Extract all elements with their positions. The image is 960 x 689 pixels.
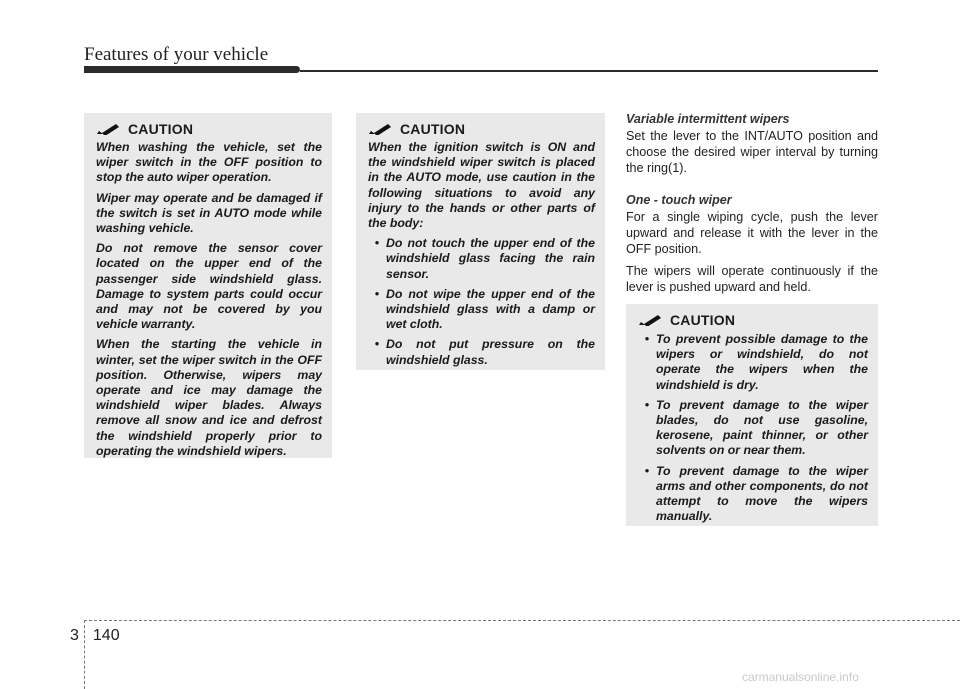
caution-paragraph: Do not remove the sensor cover located on the upper end of the passenger side windshield glass. Damage to system parts could occur and may not be covered by you vehicle warranty. (96, 241, 322, 332)
page-header-title: Features of your vehicle (84, 44, 269, 65)
caution-header (96, 121, 322, 137)
caution-bullet-list (638, 332, 868, 524)
watermark-text: carmanualsonline.info (742, 670, 859, 684)
caution-paragraph: When washing the vehicle, set the wiper switch in the OFF position to stop the auto wiper operation. (96, 140, 322, 185)
caution-bullet-item: • Do not wipe the upper end of the windshield glass with a damp or wet cloth. (368, 287, 595, 333)
chapter-number: 3 (70, 627, 79, 644)
body-text-variable-wipers (626, 128, 878, 182)
caution-box-washing (84, 113, 332, 458)
caution-icon (96, 123, 122, 135)
caution-bullet-item: • Do not put pressure on the windshield glass. (368, 337, 595, 367)
page-number (70, 627, 120, 645)
caution-box-auto-mode (356, 113, 605, 370)
body-text-one-touch (626, 209, 878, 301)
section-title-one-touch: One - touch wiper (626, 193, 732, 207)
header-rule-thick (84, 66, 300, 73)
caution-title: CAUTION (400, 121, 466, 137)
caution-bullet-item: • To prevent damage to the wiper arms and other components, do not attempt to move the wipers manually. (638, 464, 868, 525)
caution-box-prevent-damage (626, 304, 878, 526)
caution-title: CAUTION (128, 121, 194, 137)
page-number-value: 140 (92, 627, 120, 644)
body-paragraph: Set the lever to the INT/AUTO position and choose the desired wiper interval by turning the ring(1). (626, 129, 878, 175)
header-rule-thin (300, 70, 878, 72)
caution-bullet-item: • To prevent damage to the wiper blades, do not use gasoline, kerosene, paint thinner, or other solvents on or near them. (638, 398, 868, 459)
caution-header (368, 121, 595, 137)
caution-icon (638, 314, 664, 326)
footer-rule-horizontal (84, 620, 960, 621)
caution-paragraph: When the starting the vehicle in winter, set the wiper switch in the OFF position. Otherwise, wipers may operate and ice may damage the windshield wiper blades. Always remove all snow and ice and defrost the windshield properly prior to operating the windshield wipers. (96, 337, 322, 458)
body-paragraph: The wipers will operate continuously if the lever is pushed upward and held. (626, 264, 878, 294)
caution-bullet-item: • To prevent possible damage to the wipers or windshield, do not operate the wipers when the windshield is dry. (638, 332, 868, 393)
caution-bullet-item: • Do not touch the upper end of the windshield glass facing the rain sensor. (368, 236, 595, 282)
caution-paragraph: Wiper may operate and be damaged if the switch is set in AUTO mode while washing vehicle. (96, 190, 322, 236)
caution-bullet-list (368, 236, 595, 368)
caution-icon (368, 123, 394, 135)
section-title-variable-wipers: Variable intermittent wipers (626, 112, 790, 126)
caution-header (638, 312, 868, 328)
caution-title: CAUTION (670, 312, 736, 328)
caution-intro: When the ignition switch is ON and the windshield wiper switch is placed in the AUTO mode, use caution in the following situations to avoid any injury to the hands or other parts of the body: (368, 140, 595, 231)
body-paragraph: For a single wiping cycle, push the lever upward and release it with the lever in the OFF position. (626, 210, 878, 256)
